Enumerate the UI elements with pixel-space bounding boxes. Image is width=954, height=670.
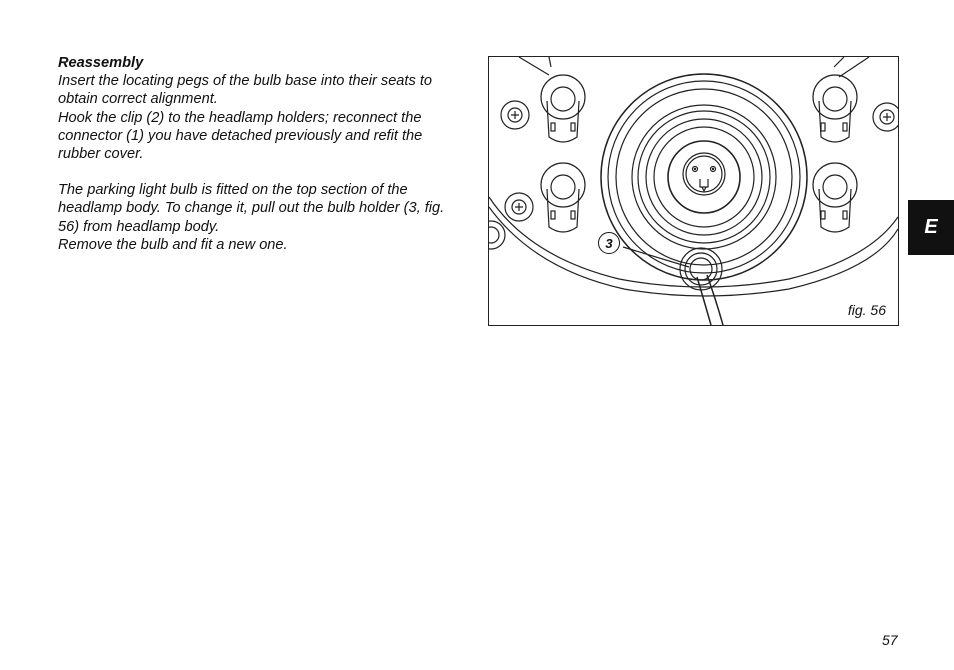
instructions-text	[58, 54, 468, 254]
callout-3: 3	[598, 232, 620, 254]
paragraph: Remove the bulb and fit a new one.	[58, 236, 288, 253]
paragraph: Hook the clip (2) to the headlamp holders; reconnect the connector (1) you have detached previously and refit the rubber cover.	[58, 109, 423, 163]
section-heading: Reassembly	[58, 55, 144, 71]
paragraph: Insert the locating pegs of the bulb base into their seats to obtain correct alignment.	[58, 73, 433, 108]
section-tab: E	[908, 200, 954, 255]
figure-caption: fig. 56	[847, 302, 886, 318]
paragraph: The parking light bulb is fitted on the top section of the headlamp body. To change it, pull out the bulb holder (3, fig. 56) from headlamp body.	[58, 182, 445, 235]
headlamp-illustration	[489, 57, 898, 325]
page-number: 57	[882, 632, 898, 648]
figure-56	[488, 56, 899, 326]
